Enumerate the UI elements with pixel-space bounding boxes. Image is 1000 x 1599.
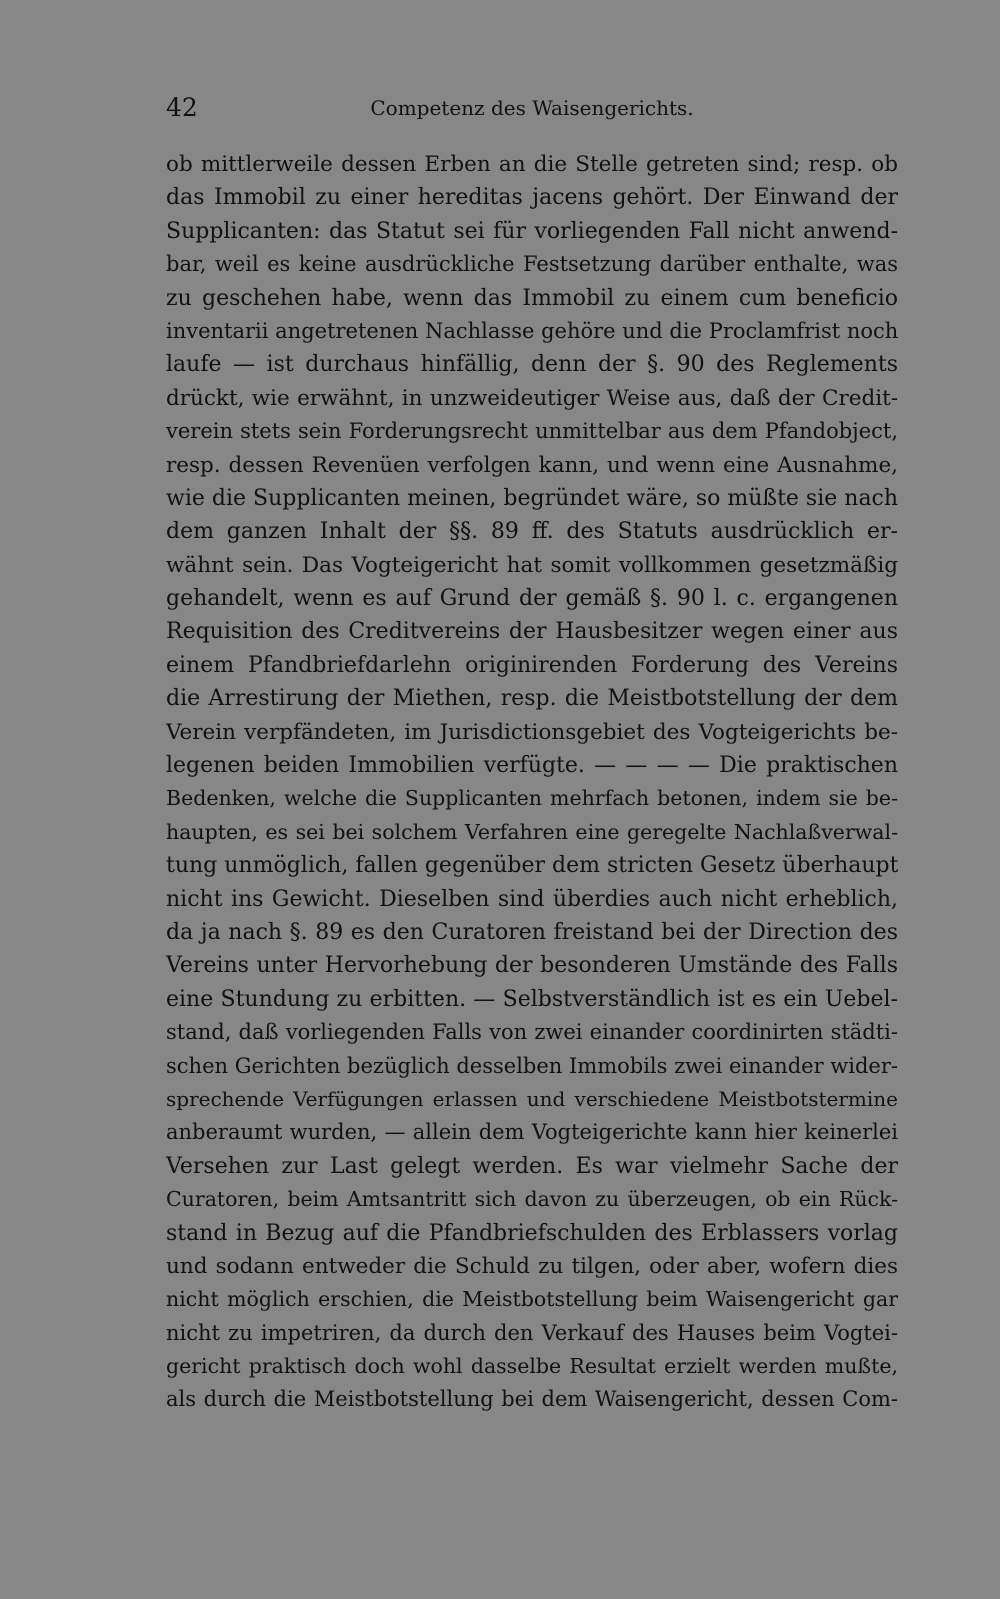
text-line: nicht möglich erschien, die Meistbotstellung beim Waisengericht gar xyxy=(166,1287,898,1312)
text-line: bar, weil es keine ausdrückliche Festsetzung darüber enthalte, was xyxy=(166,252,898,277)
text-line: Bedenken, welche die Supplicanten mehrfach betonen, indem sie be- xyxy=(166,786,898,811)
text-line: stand, daß vorliegenden Falls von zwei einander coordinirten städti- xyxy=(166,1020,898,1045)
text-line: wähnt sein. Das Vogteigericht hat somit vollkommen gesetzmäßig xyxy=(166,552,898,578)
text-line: stand in Bezug auf die Pfandbriefschulden des Erblassers vorlag xyxy=(166,1220,898,1246)
text-line: da ja nach §. 89 es den Curatoren freistand bei der Direction des xyxy=(166,919,898,945)
text-line: inventarii angetretenen Nachlasse gehöre und die Proclamfrist noch xyxy=(166,318,898,343)
text-line: Vereins unter Hervorhebung der besonderen Umstände des Falls xyxy=(166,953,898,979)
text-line: und sodann entweder die Schuld zu tilgen, oder aber, wofern dies xyxy=(166,1253,898,1279)
page-number: 42 xyxy=(166,93,198,122)
text-line: Versehen zur Last gelegt werden. Es war vielmehr Sache der xyxy=(166,1153,898,1179)
text-line: eine Stundung zu erbitten. — Selbstverständlich ist es ein Uebel- xyxy=(166,986,898,1012)
text-line: gehandelt, wenn es auf Grund der gemäß §. 90 l. c. ergangenen xyxy=(166,586,898,612)
text-line: ob mittlerweile dessen Erben an die Stelle getreten sind; resp. ob xyxy=(166,152,898,177)
text-line: verein stets sein Forderungsrecht unmittelbar aus dem Pfandobject, xyxy=(166,419,898,444)
text-line: nicht ins Gewicht. Dieselben sind überdies auch nicht erheblich, xyxy=(166,886,898,912)
text-line: dem ganzen Inhalt der §§. 89 ff. des Statuts ausdrücklich er- xyxy=(166,519,898,545)
text-line: wie die Supplicanten meinen, begründet wäre, so müßte sie nach xyxy=(166,485,898,511)
body-text xyxy=(166,148,898,1417)
text-line: das Immobil zu einer hereditas jacens gehört. Der Einwand der xyxy=(166,185,898,211)
running-title: Competenz des Waisengerichts. xyxy=(370,96,694,120)
text-line: Supplicanten: das Statut sei für vorliegenden Fall nicht anwend- xyxy=(166,218,898,244)
text-line: legenen beiden Immobilien verfügte. — — — — Die praktischen xyxy=(166,753,898,779)
text-line: als durch die Meistbotstellung bei dem Waisengericht, dessen Com- xyxy=(166,1387,898,1412)
text-line: einem Pfandbriefdarlehn originirenden Forderung des Vereins xyxy=(166,652,898,678)
text-line: Verein verpfändeten, im Jurisdictionsgebiet des Vogteigerichts be- xyxy=(166,719,898,745)
page-header xyxy=(166,90,898,126)
text-line: Curatoren, beim Amtsantritt sich davon zu überzeugen, ob ein Rück- xyxy=(166,1187,898,1212)
text-line: zu geschehen habe, wenn das Immobil zu einem cum beneficio xyxy=(166,285,898,311)
text-line: Requisition des Creditvereins der Hausbesitzer wegen einer aus xyxy=(166,619,898,645)
text-line: drückt, wie erwähnt, in unzweideutiger Weise aus, daß der Credit- xyxy=(166,385,898,411)
text-line: schen Gerichten bezüglich desselben Immobils zwei einander wider- xyxy=(166,1053,898,1078)
text-line: tung unmöglich, fallen gegenüber dem stricten Gesetz überhaupt xyxy=(166,853,898,879)
text-line: gericht praktisch doch wohl dasselbe Resultat erzielt werden mußte, xyxy=(166,1354,898,1379)
text-line: die Arrestirung der Miethen, resp. die Meistbotstellung der dem xyxy=(166,686,898,712)
text-line: laufe — ist durchaus hinfällig, denn der §. 90 des Reglements xyxy=(166,352,898,378)
text-line: anberaumt wurden, — allein dem Vogteigerichte kann hier keinerlei xyxy=(166,1120,898,1145)
text-line: sprechende Verfügungen erlassen und verschiedene Meistbotstermine xyxy=(166,1086,898,1111)
text-line: haupten, es sei bei solchem Verfahren eine geregelte Nachlaßverwal- xyxy=(166,819,898,844)
text-line: resp. dessen Revenüen verfolgen kann, und wenn eine Ausnahme, xyxy=(166,452,898,478)
text-line: nicht zu impetriren, da durch den Verkauf des Hauses beim Vogtei- xyxy=(166,1320,898,1345)
